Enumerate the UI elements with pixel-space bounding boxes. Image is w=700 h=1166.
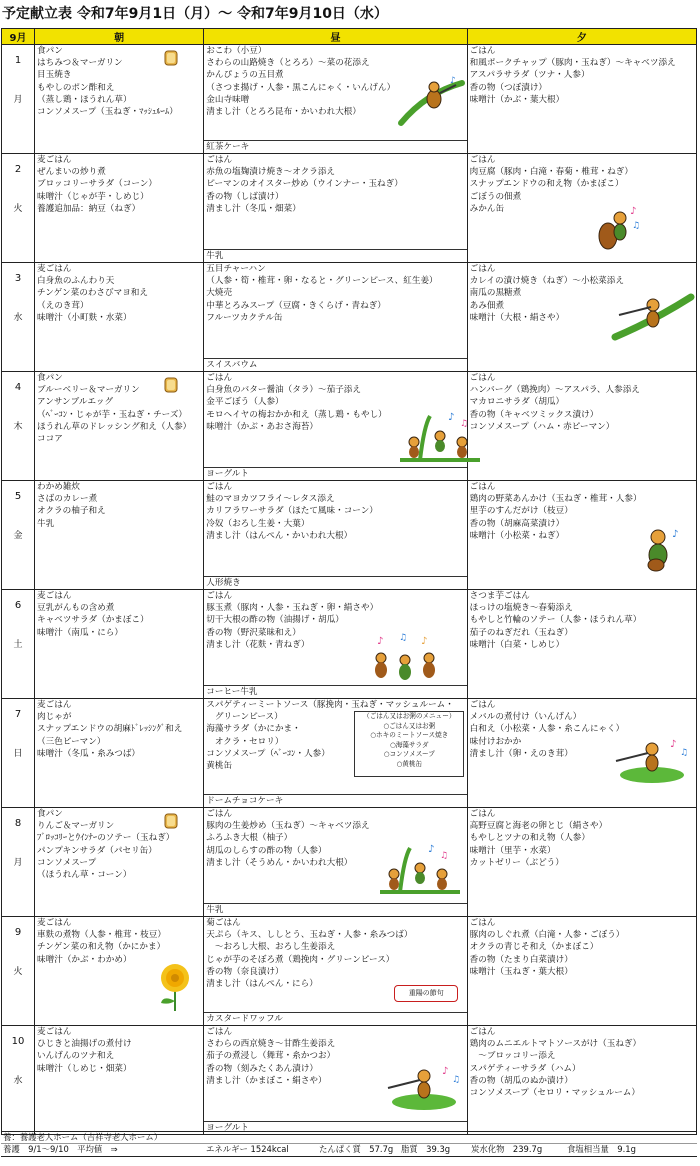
menu-item: オクラの青じそ和え（かまぼこ） <box>469 942 599 953</box>
snack-item: ドームチョコケーキ <box>204 794 466 807</box>
svg-text:♫: ♫ <box>679 748 688 758</box>
lunch-cell <box>204 699 467 808</box>
lunch-cell <box>204 154 467 263</box>
menu-item: 清まし汁（とろろ昆布・かいわれ大根） <box>206 106 361 117</box>
snack-item: 紅茶ケーキ <box>204 140 466 153</box>
weekday: 水 <box>13 1076 23 1086</box>
menu-item: 目玉焼き <box>37 70 72 81</box>
day-row <box>2 699 697 808</box>
dinner-cell <box>467 1026 696 1135</box>
menu-item: 鮭のマヨカツフライ～レタス添え <box>206 494 335 505</box>
menu-item: 白身魚のバター醤油（タラ）～茄子添え <box>206 385 361 396</box>
menu-item: ～ブロッコリー添え <box>469 1051 556 1062</box>
menu-item: コンソメスープ <box>37 857 97 868</box>
snack-item: ヨーグルト <box>204 467 466 480</box>
cricket-leaf-icon <box>384 1062 464 1116</box>
menu-item: ほうれん草のドレッシング和え（人参） <box>37 421 192 432</box>
menu-item: 味噌汁（大根・絹さや） <box>469 312 565 323</box>
menu-item: （さつま揚げ・人参・黒こんにゃく・いんげん） <box>206 82 396 93</box>
chrysanthemum-icon <box>155 961 195 1015</box>
menu-item: パンプキンサラダ（パセリ缶） <box>37 845 157 856</box>
menu-item: スナップエンドウの胡麻ﾄﾞﾚｯｼﾝｸﾞ和え <box>37 724 183 735</box>
lunch-cell <box>204 372 467 481</box>
menu-item: みかん缶 <box>469 203 505 214</box>
weekday: 水 <box>13 313 23 323</box>
dinner-cell <box>467 45 696 154</box>
day-number: 9 <box>14 927 22 938</box>
lunch-cell <box>204 917 467 1026</box>
menu-item: 天ぷら（キス、ししとう、玉ねぎ・人参・糸みつば） <box>206 930 413 941</box>
menu-item: （ほうれん草・コーン） <box>37 869 132 880</box>
menu-item: キャベツサラダ（かまぼこ） <box>37 615 149 626</box>
day-row <box>2 154 697 263</box>
menu-item: 清まし汁（はんぺん・にら） <box>206 978 318 989</box>
bread-icon <box>163 48 179 70</box>
svg-text:♫: ♫ <box>452 1075 461 1085</box>
menu-item: 味噌汁（南瓜・にら） <box>37 627 123 638</box>
menu-item: カットゼリー（ぶどう） <box>469 857 564 868</box>
date-cell <box>2 263 35 372</box>
menu-item: ごはん <box>206 155 233 165</box>
menu-item: 味噌汁（かぶ・あおさ海苔） <box>206 421 319 432</box>
menu-item: ぜんまいの炒り煮 <box>37 167 106 178</box>
menu-item: かんぴょうの五目煮 <box>206 70 284 81</box>
menu-item: 麦ごはん <box>37 1027 72 1037</box>
menu-item: カリフラワーサラダ（ほたて風味・コーン） <box>206 506 378 517</box>
menu-item: ごはん <box>469 155 496 165</box>
date-cell <box>2 917 35 1026</box>
footer-protein: たんぱく質 57.7g <box>319 1144 394 1154</box>
menu-item: ごぼうの佃煮 <box>469 191 522 202</box>
menu-item: メバルの煮付け（いんげん） <box>469 712 582 723</box>
menu-item: 南瓜の黒糖煮 <box>469 288 522 299</box>
menu-item: ごはん <box>469 1027 496 1037</box>
cricket-garden-icon <box>380 838 460 898</box>
day-number: 3 <box>14 273 22 284</box>
date-cell <box>2 45 35 154</box>
menu-item: 車麩の煮物（人参・椎茸・枝豆） <box>37 930 166 941</box>
menu-item: 清まし汁（花麩・青ねぎ） <box>206 639 310 650</box>
menu-item: 冷奴（おろし生姜・大葉） <box>206 518 310 529</box>
menu-item: ブルーベリー＆マーガリン <box>37 385 140 396</box>
menu-item: アスパラサラダ（ツナ・人参） <box>469 70 590 81</box>
menu-item: 食パン <box>37 809 63 819</box>
menu-item: 麦ごはん <box>37 155 72 165</box>
menu-item: ごはん <box>469 373 496 383</box>
menu-item: 味付けおかか <box>469 736 522 747</box>
menu-item: 味噌汁（冬瓜・糸みつば） <box>37 748 141 759</box>
menu-item: りんご＆マーガリン <box>37 821 115 832</box>
weekday: 月 <box>13 858 23 868</box>
menu-item: 食パン <box>37 373 63 383</box>
menu-item: ハンバーグ（鶏挽肉）～アスパラ、人参添え <box>469 385 640 396</box>
breakfast-cell <box>35 263 204 372</box>
menu-item: 香の物（胡麻高菜漬け） <box>469 518 565 529</box>
menu-item: 味噌汁（じゃが芋・しめじ） <box>37 191 149 202</box>
menu-item: 切干大根の酢の物（油揚げ・胡瓜） <box>206 615 344 626</box>
alternate-menu-item: ○ごはん又はお粥 <box>383 721 436 730</box>
header-lunch: 昼 <box>204 29 467 45</box>
lunch-cell <box>204 590 467 699</box>
svg-text:♪: ♪ <box>629 206 637 217</box>
menu-table <box>1 28 697 1135</box>
day-row <box>2 481 697 590</box>
menu-item: 胡瓜のしらすの酢の物（人参） <box>206 845 327 856</box>
menu-item: マカロニサラダ（胡瓜） <box>469 397 565 408</box>
header-dinner: 夕 <box>467 29 696 45</box>
day-row <box>2 917 697 1026</box>
menu-item: 麦ごはん <box>37 264 72 274</box>
breakfast-cell <box>35 917 204 1026</box>
day-row <box>2 1026 697 1135</box>
menu-item: 白身魚のふんわり天 <box>37 276 115 287</box>
menu-item: 香の物（たまり白菜漬け） <box>469 954 573 965</box>
menu-item: 豚肉の生姜炒め（玉ねぎ）～キャベツ添え <box>206 821 370 832</box>
menu-item: 味噌汁（小町麩・水菜） <box>37 312 132 323</box>
weekday: 金 <box>13 531 23 541</box>
day-number: 1 <box>14 55 22 66</box>
menu-item: ごはん <box>206 809 233 819</box>
svg-text:♪: ♪ <box>669 739 677 750</box>
menu-item: 清まし汁（かまぼこ・絹さや） <box>206 1075 327 1086</box>
dinner-cell <box>467 590 696 699</box>
dinner-cell <box>467 263 696 372</box>
menu-item: 味噌汁（かぶ・わかめ） <box>37 954 132 965</box>
dinner-cell <box>467 154 696 263</box>
menu-item: スナップエンドウの和え物（かまぼこ） <box>469 179 624 190</box>
breakfast-cell <box>35 372 204 481</box>
menu-item: スパゲティーサラダ（ハム） <box>469 1063 581 1074</box>
snack-item: 牛乳 <box>204 903 466 916</box>
menu-item: コンソメスープ（玉ねぎ・ﾏｯｼｭﾙｰﾑ） <box>37 106 178 117</box>
menu-item: 清まし汁（はんぺん・かいわれ大根） <box>206 530 353 541</box>
svg-text:♪: ♪ <box>421 636 428 647</box>
menu-item: ココア <box>37 433 63 444</box>
weekday: 月 <box>13 95 23 105</box>
weekday: 日 <box>13 749 23 759</box>
svg-text:♪: ♪ <box>428 844 435 855</box>
date-cell <box>2 154 35 263</box>
menu-item: もやしとツナの和え物（人参） <box>469 833 590 844</box>
menu-item: 清まし汁（そうめん・かいわれ大根） <box>206 857 353 868</box>
menu-item: コンソメスープ（ハム・赤ピーマン） <box>469 421 615 432</box>
menu-item: じゃが芋のそぼろ煮（鶏挽肉・グリーンピース） <box>206 954 395 965</box>
snack-item: 人形焼き <box>204 576 466 589</box>
footer-note: 養：養護老人ホーム（吉祥寺老人ホーム） <box>1 1132 697 1144</box>
menu-item: カレイの漬け焼き（ねぎ）～小松菜添え <box>469 276 624 287</box>
menu-item: 味噌汁（小松菜・ねぎ） <box>469 530 565 541</box>
svg-text:♪: ♪ <box>442 1066 449 1077</box>
svg-text:♪: ♪ <box>448 412 455 423</box>
menu-item: 中華とろみスープ（豆腐・きくらげ・青ねぎ） <box>206 300 386 311</box>
menu-item: ごはん <box>206 1027 233 1037</box>
menu-item: 牛乳 <box>37 518 55 529</box>
menu-item: 香の物（胡瓜のぬか漬け） <box>469 1075 573 1086</box>
svg-text:♪: ♪ <box>450 76 457 86</box>
menu-item: コンソメスープ（セロリ・マッシュルーム） <box>469 1087 640 1098</box>
menu-item: さわらの山路焼き（とろろ）～菜の花添え <box>206 58 370 69</box>
menu-item: オクラの柚子和え <box>37 506 106 517</box>
day-row <box>2 263 697 372</box>
menu-item: チンゲン菜の和え物（かにかま） <box>37 942 166 953</box>
menu-item: 麦ごはん <box>37 591 72 601</box>
svg-text:♫: ♫ <box>399 633 408 643</box>
menu-item: 豆乳がんもの含め煮 <box>37 603 115 614</box>
day-number: 5 <box>14 491 22 502</box>
breakfast-cell <box>35 1026 204 1135</box>
weekday: 木 <box>13 422 23 432</box>
footer-energy: エネルギー 1524kcal <box>206 1144 289 1154</box>
svg-text:♫: ♫ <box>460 419 469 429</box>
menu-item: ごはん <box>469 264 496 274</box>
menu-item: 味噌汁（しめじ・畑菜） <box>37 1063 132 1074</box>
breakfast-cell <box>35 45 204 154</box>
menu-item: ごはん <box>469 809 496 819</box>
cricket-violin-icon <box>634 525 684 579</box>
alternate-menu-item: ○海藻サラダ <box>389 740 429 749</box>
menu-item: 赤魚の塩麹漬け焼き～オクラ添え <box>206 167 336 178</box>
menu-item: ひじきと油揚げの煮付け <box>37 1039 132 1050</box>
day-row <box>2 590 697 699</box>
menu-item: さわらの西京焼き～甘酢生姜添え <box>206 1039 336 1050</box>
day-row <box>2 372 697 481</box>
date-cell <box>2 1026 35 1135</box>
nutrition-footer <box>1 1131 697 1157</box>
snack-item: ヨーグルト <box>204 1121 466 1134</box>
alternate-menu-item: （ごはん又はお粥のメニュー） <box>363 712 456 720</box>
menu-item: （三色ピーマン） <box>37 736 106 747</box>
menu-item: スパゲティーミートソース（豚挽肉・玉ねぎ・マッシュルーム・ <box>206 700 454 710</box>
menu-item: 茄子の煮浸し（舞茸・糸かつお） <box>206 1051 336 1062</box>
menu-item: 金平ごぼう（人参） <box>206 397 284 408</box>
lunch-cell <box>204 481 467 590</box>
snack-item: カスタードワッフル <box>204 1012 466 1025</box>
lunch-cell <box>204 45 467 154</box>
dinner-cell <box>467 372 696 481</box>
cricket-cello-icon <box>586 202 642 256</box>
weekday: 火 <box>13 967 23 977</box>
breakfast-cell <box>35 481 204 590</box>
menu-item: ピーマンのオイスター炒め（ウインナー・玉ねぎ） <box>206 179 403 190</box>
footer-label: 養護 9/1～9/10 平均値 ⇒ <box>3 1144 118 1154</box>
menu-item: 養護追加品：納豆（ねぎ） <box>37 203 141 214</box>
menu-item: 茄子のねぎだれ（玉ねぎ） <box>469 627 573 638</box>
menu-item: 大焼売 <box>206 288 233 299</box>
page-title: 予定献立表 令和7年9月1日（月）～ 令和7年9月10日（水） <box>2 6 388 22</box>
alternate-menu-item: ○黄桃缶 <box>396 759 423 768</box>
menu-item: 豚肉のしぐれ煮（白滝・人参・ごぼう） <box>469 930 625 941</box>
breakfast-cell <box>35 154 204 263</box>
menu-item: 白和え（小松菜・人参・糸こんにゃく） <box>469 724 625 735</box>
weekday: 火 <box>13 204 23 214</box>
menu-item: コンソメスープ（ﾍﾞｰｺﾝ・人参） <box>206 748 330 759</box>
dinner-cell <box>467 699 696 808</box>
menu-item: 香の物（奈良漬け） <box>206 966 284 977</box>
alternate-menu-box <box>354 711 464 777</box>
menu-item: 菊ごはん <box>206 918 241 928</box>
dinner-cell <box>467 917 696 1026</box>
menu-item: 高野豆腐と海老の卵とじ（絹さや） <box>469 821 608 832</box>
date-cell <box>2 590 35 699</box>
menu-item: 麦ごはん <box>37 700 72 710</box>
day-number: 6 <box>14 600 22 611</box>
menu-item: 鶏肉のムニエルトマトソースがけ（玉ねぎ） <box>469 1039 642 1050</box>
menu-item: あみ佃煮 <box>469 300 505 311</box>
menu-item: オクラ・セロリ） <box>206 736 284 747</box>
menu-item: 味噌汁（白菜・しめじ） <box>469 639 565 650</box>
menu-item: 里芋のすんだがけ（枝豆） <box>469 506 573 517</box>
menu-item: さつま芋ごはん <box>469 591 530 601</box>
lunch-cell <box>204 263 467 372</box>
bread-icon <box>163 375 179 397</box>
menu-item: ﾌﾞﾛｯｺﾘｰとｳｲﾝﾅｰのソテー（玉ねぎ） <box>37 833 175 844</box>
menu-item: おこわ（小豆） <box>206 46 267 56</box>
header-row <box>2 29 697 45</box>
menu-item: ごはん <box>206 591 233 601</box>
cricket-trio-icon <box>359 632 469 686</box>
menu-item: 香の物（つぼ漬け） <box>469 82 548 93</box>
snack-item: コーヒー牛乳 <box>204 685 466 698</box>
snack-item: 牛乳 <box>204 249 466 262</box>
snack-item: スイスバウム <box>204 358 466 371</box>
footer-salt: 食塩相当量 9.1g <box>567 1144 636 1154</box>
menu-item: チンゲン菜のわさびマヨ和え <box>37 288 148 299</box>
date-cell <box>2 808 35 917</box>
dinner-cell <box>467 808 696 917</box>
menu-item: （蒸し鶏・ほうれん草） <box>37 94 132 105</box>
menu-item: ごはん <box>206 482 233 492</box>
menu-item: 清まし汁（卵・えのき茸） <box>469 748 573 759</box>
day-number: 2 <box>14 164 22 175</box>
menu-item: 黄桃缶 <box>206 760 233 771</box>
menu-item: わかめ雑炊 <box>37 482 81 492</box>
menu-item: 清まし汁（冬瓜・畑菜） <box>206 203 301 214</box>
svg-text:♫: ♫ <box>440 851 449 861</box>
menu-item: 和風ポークチャップ（豚肉・玉ねぎ）～キャベツ添え <box>469 58 676 69</box>
menu-item: さばのカレー煮 <box>37 494 98 505</box>
menu-item: （人参・筍・椎茸・卵・なると・グリーンピース、紅生姜） <box>206 276 438 287</box>
menu-item: 肉豆腐（豚肉・白滝・春菊・椎茸・ねぎ） <box>469 167 633 178</box>
lunch-cell <box>204 808 467 917</box>
dinner-cell <box>467 481 696 590</box>
menu-item: ～おろし大根、おろし生姜添え <box>206 942 336 953</box>
cricket-flute-icon <box>613 291 693 345</box>
day-number: 8 <box>14 818 22 829</box>
menu-item: 香の物（キャベツミックス漬け） <box>469 409 599 420</box>
menu-item: ほっけの塩焼き～春菊添え <box>469 603 573 614</box>
date-cell <box>2 481 35 590</box>
menu-item: ブロッコリーサラダ（コーン） <box>37 179 157 190</box>
menu-item: モロヘイヤの梅おかか和え（蒸し鶏・もやし） <box>206 409 387 420</box>
menu-item: ごはん <box>469 46 496 56</box>
cricket-leaf-icon <box>396 73 466 133</box>
menu-item: はちみつ＆マーガリン <box>37 58 123 69</box>
footer-fat: 脂質 39.3g <box>401 1144 451 1154</box>
weekday: 土 <box>13 640 23 650</box>
svg-text:♪: ♪ <box>377 636 384 647</box>
menu-item: 五目チャーハン <box>206 264 266 274</box>
menu-item: もやしと竹輪のソテー（人参・ほうれん草） <box>469 615 642 626</box>
breakfast-cell <box>35 808 204 917</box>
menu-item: 香の物（野沢菜昧和え） <box>206 627 301 638</box>
menu-item: ふろふき大根（柚子） <box>206 833 293 844</box>
menu-item: 食パン <box>37 46 63 56</box>
menu-item: アンサンブルエッグ <box>37 397 114 408</box>
bread-icon <box>163 811 179 833</box>
breakfast-cell <box>35 699 204 808</box>
menu-item: 香の物（刻みたくあん漬け） <box>206 1063 319 1074</box>
menu-item: ごはん <box>206 373 233 383</box>
menu-item: 肉じゃが <box>37 712 72 723</box>
menu-item: いんげんのツナ和え <box>37 1051 115 1062</box>
day-number: 10 <box>11 1036 25 1047</box>
svg-text:♫: ♫ <box>631 221 640 231</box>
menu-item: （えのき茸） <box>37 300 89 311</box>
menu-item: グリーンピース） <box>206 712 283 723</box>
menu-item: （ﾍﾞｰｺﾝ・じゃが芋・玉ねぎ・チーズ） <box>37 409 188 420</box>
event-badge: 重陽の節句 <box>394 985 458 1002</box>
alternate-menu-item: ○ホキのミートソース焼き <box>370 731 449 740</box>
menu-item: ごはん <box>469 700 496 710</box>
day-number: 4 <box>14 382 22 393</box>
menu-item: 味噌汁（里芋・水菜） <box>469 845 556 856</box>
menu-item: 金山寺味噌 <box>206 94 250 105</box>
day-number: 7 <box>14 709 22 720</box>
svg-text:♪: ♪ <box>671 529 679 540</box>
menu-item: 味噌汁（玉ねぎ・葉大根） <box>469 966 573 977</box>
menu-item: 味噌汁（かぶ・葉大根） <box>469 94 565 105</box>
menu-item: 香の物（しば漬け） <box>206 191 284 202</box>
breakfast-cell <box>35 590 204 699</box>
menu-item: 海藻サラダ（かにかま・ <box>206 724 301 735</box>
day-row <box>2 808 697 917</box>
menu-item: ごはん <box>469 482 496 492</box>
alternate-menu-item: ○コンソメスープ <box>383 750 435 759</box>
cricket-leaf-flute-icon <box>612 735 692 789</box>
lunch-cell <box>204 1026 467 1135</box>
menu-item: 麦ごはん <box>37 918 72 928</box>
menu-item: 豚玉煮（豚肉・人参・玉ねぎ・卵・絹さや） <box>206 603 379 614</box>
menu-item: もやしのポン酢和え <box>37 82 115 93</box>
menu-item: ごはん <box>469 918 496 928</box>
header-date: 9月 <box>2 29 35 45</box>
footer-carb: 炭水化物 239.7g <box>471 1144 543 1154</box>
date-cell <box>2 699 35 808</box>
date-cell <box>2 372 35 481</box>
menu-item: フルーツカクテル缶 <box>206 312 283 323</box>
menu-item: 鶏肉の野菜あんかけ（玉ねぎ・椎茸・人参） <box>469 494 642 505</box>
day-row <box>2 45 697 154</box>
header-breakfast: 朝 <box>35 29 204 45</box>
